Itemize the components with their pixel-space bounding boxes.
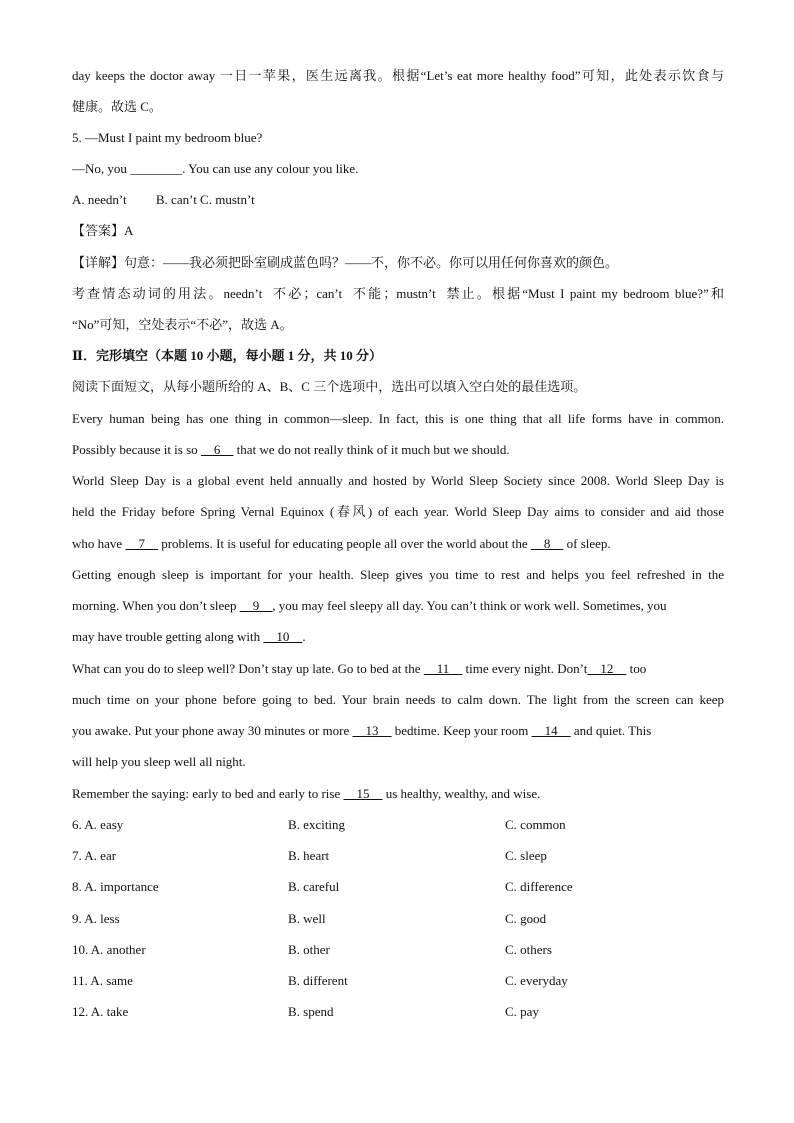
passage-line: will help you sleep well all night. (72, 754, 246, 769)
passage-text: of sleep. (563, 536, 611, 551)
passage-line: much time on your phone before going to bed. Your brain needs to calm down. The light from the screen can keep (72, 692, 724, 707)
passage-line: Every human being has one thing in common—sleep. In fact, this is one thing that all life forms have in common. (72, 411, 724, 426)
answer-blank: ________ (130, 161, 183, 176)
passage-line (72, 660, 724, 678)
option-row-10 (72, 941, 724, 959)
blank-6: _6_ (200, 442, 234, 457)
blank-9: _9_ (239, 598, 273, 613)
option-b: B. heart (288, 848, 330, 863)
passage-line: World Sleep Day is a global event held annually and hosted by World Sleep Society since 2008. World Sleep Day is (72, 473, 724, 488)
blank-14: _14_ (531, 723, 571, 738)
passage-text: that we do not really think of it much but we should. (233, 442, 510, 457)
passage-text: may have trouble getting along with (72, 629, 264, 644)
option-a: 9. A. less (72, 911, 120, 926)
blank-12: _12_ (587, 661, 627, 676)
option-c: C. others (505, 942, 552, 957)
blank-15: _15_ (343, 786, 383, 801)
question-5-reply (72, 160, 724, 178)
blank-8: _8_ (530, 536, 564, 551)
passage-line: Getting enough sleep is important for your health. Sleep gives you time to rest and helps you feel refreshed in the (72, 567, 724, 582)
option-c: C. sleep (505, 848, 547, 863)
passage-text: Possibly because it is so (72, 442, 201, 457)
explanation-text-1: 考查情态动词的用法。needn’t 不必；can’t 不能；mustn’t 禁止。根据“Must I paint my bedroom blue?”和 (72, 286, 724, 301)
reply-text: . You can use any colour you like. (182, 161, 359, 176)
option-b: B. other (288, 942, 330, 957)
section-instruction: 阅读下面短文，从每小题所给的 A、B、C 三个选项中，选出可以填入空白处的最佳选项。 (72, 379, 587, 394)
passage-text: , you may feel sleepy all day. You can’t think or work well. Sometimes, you (272, 598, 667, 613)
passage-text: too (626, 661, 647, 676)
passage-text: . (302, 629, 306, 644)
passage-line: held the Friday before Spring Vernal Equinox (春风) of each year. World Sleep Day aims to consider and aid those (72, 504, 724, 519)
option-b: B. well (288, 911, 326, 926)
passage-line (72, 535, 724, 553)
option-b: B. spend (288, 1004, 334, 1019)
passage-text: us healthy, wealthy, and wise. (382, 786, 541, 801)
passage-line (72, 628, 724, 646)
passage-text: you awake. Put your phone away 30 minutes or more (72, 723, 353, 738)
option-row-12 (72, 1003, 724, 1021)
option-a: 11. A. same (72, 973, 133, 988)
passage-line (72, 441, 724, 459)
question-5-options: A. needn’t B. can’t C. mustn’t (72, 192, 255, 207)
blank-11: _11_ (423, 661, 463, 676)
reply-text: —No, you (72, 161, 131, 176)
option-row-11 (72, 972, 724, 990)
option-a: 8. A. importance (72, 879, 159, 894)
option-c: C. common (505, 817, 566, 832)
option-a: 7. A. ear (72, 848, 117, 863)
explanation-text-2: “No”可知，空处表示“不必”，故选 A。 (72, 317, 293, 332)
passage-text: morning. When you don’t sleep (72, 598, 240, 613)
passage-text: time every night. Don’t (462, 661, 588, 676)
option-a: 10. A. another (72, 942, 146, 957)
explanation-line-1: day keeps the doctor away 一日一苹果，医生远离我。根据“Let’s eat more healthy food”可知，此处表示饮食与 (72, 68, 724, 83)
option-row-7 (72, 847, 724, 865)
blank-7: _7_ (125, 536, 158, 551)
passage-text: Remember the saying: early to bed and early to rise (72, 786, 344, 801)
blank-13: _13_ (352, 723, 392, 738)
option-b: B. exciting (288, 817, 346, 832)
option-c: C. pay (505, 1004, 539, 1019)
passage-text: bedtime. Keep your room (391, 723, 532, 738)
passage-text: What can you do to sleep well? Don’t stay up late. Go to bed at the (72, 661, 424, 676)
passage-text: problems. It is useful for educating people all over the world about the (157, 536, 531, 551)
option-b: B. careful (288, 879, 340, 894)
option-a: 6. A. easy (72, 817, 124, 832)
detail-text: 【详解】句意：——我必须把卧室刷成蓝色吗？——不，你不必。你可以用任何你喜欢的颜色。 (72, 255, 619, 270)
option-b: B. different (288, 973, 348, 988)
passage-line (72, 597, 724, 615)
explanation-line-2: 健康。故选 C。 (72, 99, 162, 114)
passage-text: and quiet. This (570, 723, 652, 738)
option-row-8 (72, 878, 724, 896)
answer-label: 【答案】A (72, 223, 134, 238)
option-c: C. everyday (505, 973, 568, 988)
section-title: Ⅱ．完形填空（本题 10 小题，每小题 1 分，共 10 分） (72, 348, 382, 363)
passage-line (72, 785, 724, 803)
option-row-6 (72, 816, 724, 834)
option-c: C. difference (505, 879, 573, 894)
passage-line (72, 722, 724, 740)
blank-10: _10_ (263, 629, 303, 644)
question-5: 5. —Must I paint my bedroom blue? (72, 130, 263, 145)
passage-text: who have (72, 536, 126, 551)
option-row-9 (72, 910, 724, 928)
option-a: 12. A. take (72, 1004, 129, 1019)
option-c: C. good (505, 911, 547, 926)
